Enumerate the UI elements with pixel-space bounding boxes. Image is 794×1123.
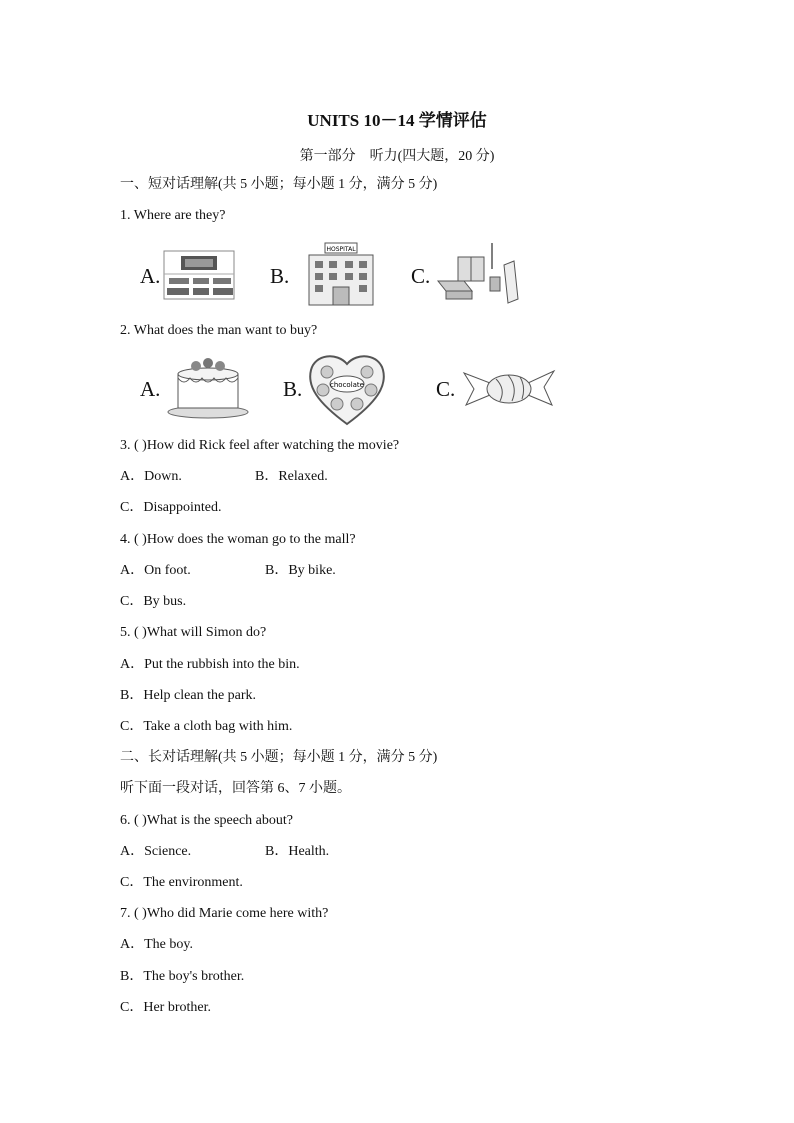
q4-option-c: C．By bus. bbox=[120, 594, 187, 609]
q3-option-c: C．Disappointed. bbox=[120, 500, 222, 515]
question-5: 5. ( )What will Simon do? bbox=[120, 625, 267, 640]
hospital-sign-text: HOSPITAL bbox=[326, 246, 356, 253]
question-4: 4. ( )How does the woman go to the mall? bbox=[120, 532, 356, 547]
chocolate-box-text: chocolate bbox=[330, 381, 364, 389]
section-heading-1: 一、短对话理解(共 5 小题；每小题 1 分，满分 5 分) bbox=[120, 177, 438, 192]
q7-option-a: A．The boy. bbox=[120, 937, 193, 952]
candy-image bbox=[462, 365, 556, 411]
bedroom-image bbox=[436, 241, 524, 307]
q3-option-b: B．Relaxed. bbox=[255, 469, 328, 484]
page-title: UNITS 10－14 学情评估 bbox=[307, 111, 487, 130]
question-1: 1. Where are they? bbox=[120, 208, 226, 223]
q2-option-a-label: A. bbox=[140, 377, 161, 401]
q6-option-b: B．Health. bbox=[265, 844, 330, 859]
dialogue-instruction: 听下面一段对话，回答第 6、7 小题。 bbox=[120, 781, 351, 796]
q4-option-b: B．By bike. bbox=[265, 563, 336, 578]
question-3: 3. ( )How did Rick feel after watching the movie? bbox=[120, 438, 400, 453]
q1-option-c-label: C. bbox=[411, 264, 431, 288]
q1-option-b-label: B. bbox=[270, 264, 290, 288]
q5-option-c: C．Take a cloth bag with him. bbox=[120, 719, 293, 734]
q6-option-a: A．Science. bbox=[120, 844, 192, 859]
chocolate-box-image bbox=[307, 350, 387, 426]
q3-option-a: A．Down. bbox=[120, 469, 182, 484]
hospital-image bbox=[303, 241, 379, 307]
q7-option-b: B．The boy's brother. bbox=[120, 969, 245, 984]
q4-option-a: A．On foot. bbox=[120, 563, 191, 578]
question-2: 2. What does the man want to buy? bbox=[120, 323, 318, 338]
q5-option-b: B．Help clean the park. bbox=[120, 688, 257, 703]
classroom-image bbox=[163, 250, 235, 300]
q2-option-b-label: B. bbox=[283, 377, 303, 401]
q7-option-c: C．Her brother. bbox=[120, 1000, 211, 1015]
q5-option-a: A．Put the rubbish into the bin. bbox=[120, 657, 300, 672]
q2-option-c-label: C. bbox=[436, 377, 456, 401]
q6-option-c: C．The environment. bbox=[120, 875, 243, 890]
part-heading: 第一部分 听力(四大题，20 分) bbox=[299, 149, 495, 164]
question-6: 6. ( )What is the speech about? bbox=[120, 813, 293, 828]
question-7: 7. ( )Who did Marie come here with? bbox=[120, 906, 329, 921]
q1-option-a-label: A. bbox=[140, 264, 161, 288]
section-heading-2: 二、长对话理解(共 5 小题；每小题 1 分，满分 5 分) bbox=[120, 750, 438, 765]
cake-image bbox=[166, 356, 250, 420]
